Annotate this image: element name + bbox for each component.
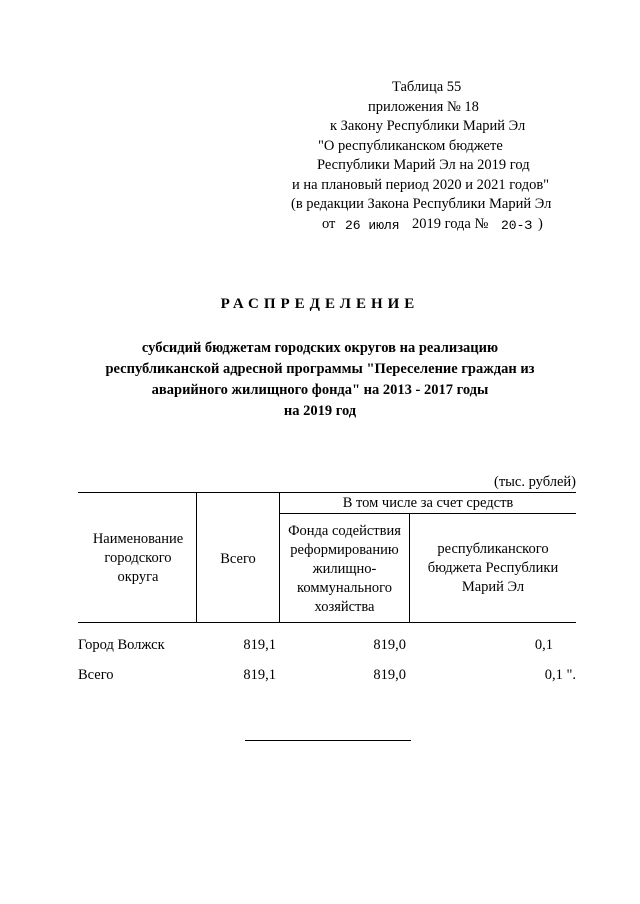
column-header-republic: республиканского бюджета Республики Марий Эл xyxy=(427,541,559,595)
header-line xyxy=(250,117,640,137)
group-header: В том числе за счет средств xyxy=(342,495,514,511)
column-header-fund: Фонда содействия реформированию жилищно-коммунального хозяйства xyxy=(288,523,401,615)
date-suffix: ) xyxy=(538,215,543,232)
law-title-line: Республики Марий Эл на 2019 год xyxy=(317,157,530,173)
header-line xyxy=(250,98,640,118)
group-header-rule xyxy=(279,513,576,514)
header-line xyxy=(250,137,640,157)
subtitle-line: республиканской адресной программы "Переселение граждан из xyxy=(105,361,535,377)
document-title: РАСПРЕДЕЛЕНИЕ xyxy=(220,296,420,312)
row-fund: 819,0 xyxy=(373,667,406,683)
subtitle-line: субсидий бюджетам городских округов на реализацию xyxy=(141,340,499,356)
law-date: 26 июля xyxy=(345,217,400,233)
column-header-name: Наименование городского округа xyxy=(92,531,184,585)
row-name: Всего xyxy=(78,667,114,683)
header-line xyxy=(250,156,640,176)
appendix-number: приложения № 18 xyxy=(368,98,479,115)
law-reference: к Закону Республики Марий Эл xyxy=(330,118,526,134)
subtitle-line: аварийного жилищного фонда" на 2013 - 2017 годы xyxy=(151,382,489,398)
law-title-line: "О республиканском бюджете xyxy=(318,137,503,154)
table-number: Таблица 55 xyxy=(392,79,462,95)
row-name: Город Волжск xyxy=(78,637,165,653)
end-rule xyxy=(245,740,411,741)
header-line xyxy=(250,78,640,98)
row-republic: 0,1 xyxy=(534,637,553,653)
column-divider xyxy=(409,513,410,623)
units-label: (тыс. рублей) xyxy=(494,474,576,490)
law-year: 2019 года № xyxy=(412,215,489,232)
subtitle-line: на 2019 год xyxy=(283,403,357,419)
date-prefix: от xyxy=(322,215,336,232)
header-bottom-border xyxy=(78,622,576,623)
column-divider xyxy=(196,492,197,623)
revision-note: (в редакции Закона Республики Марий Эл xyxy=(291,196,552,212)
approval-header xyxy=(250,78,640,234)
row-republic: 0,1 ". xyxy=(544,667,576,683)
column-header-total: Всего xyxy=(220,551,256,567)
row-fund: 819,0 xyxy=(373,637,406,653)
row-total: 819,1 xyxy=(243,637,276,653)
table-top-border xyxy=(78,492,576,493)
law-title-line: и на плановый период 2020 и 2021 годов" xyxy=(292,176,550,193)
header-line-date xyxy=(250,215,640,235)
document-subtitle xyxy=(60,338,580,422)
header-line xyxy=(250,176,640,196)
row-total: 819,1 xyxy=(243,667,276,683)
header-line xyxy=(250,195,640,215)
law-number: 20-З xyxy=(501,217,533,233)
